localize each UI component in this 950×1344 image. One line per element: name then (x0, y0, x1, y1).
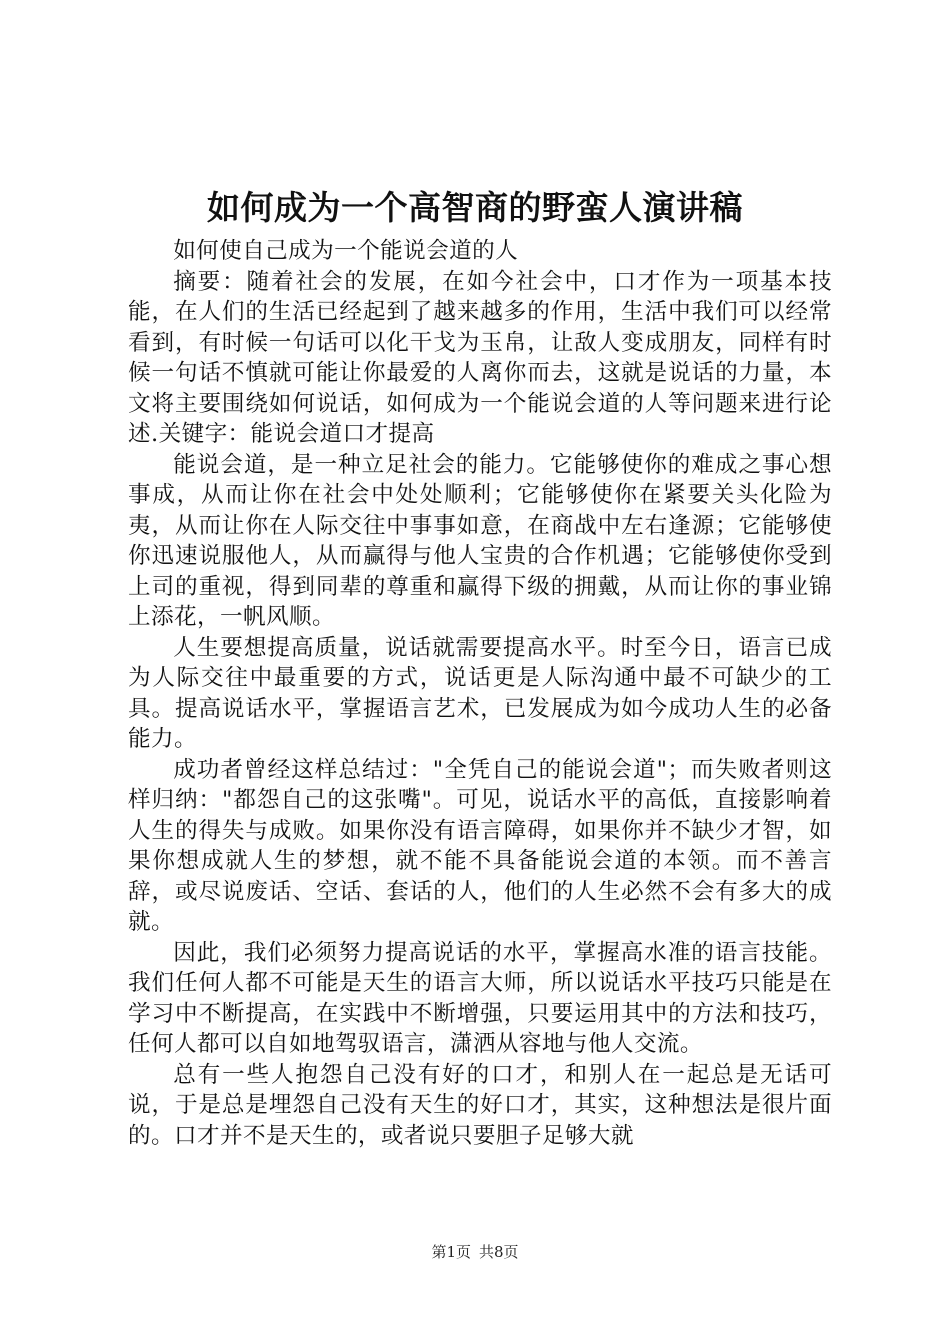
subtitle-paragraph: 如何使自己成为一个能说会道的人 (173, 238, 519, 264)
body-paragraph: 能说会道，是一种立足社会的能力。它能够使你的难成之事心想事成，从而让你在社会中处处顺利；它能够使你在紧要关头化险为夷，从而让你在人际交往中事事如意，在商战中左右逢源；它能够使你迅速说服他人，从而赢得与他人宝贵的合作机遇；它能够使你受到上司的重视，得到同辈的尊重和赢得下级的拥戴，从而让你的事业锦上添花，一帆风顺。 (128, 451, 832, 630)
body-paragraph: 人生要想提高质量，说话就需要提高水平。时至今日，语言已成为人际交往中最重要的方式，说话更是人际沟通中最不可缺少的工具。提高说话水平，掌握语言艺术，已发展成为如今成功人生的必备能力。 (128, 634, 832, 752)
page-number: 第1页 (431, 1243, 471, 1261)
page-total: 共8页 (479, 1243, 519, 1261)
page-footer (0, 1242, 950, 1262)
body-paragraph: 成功者曾经这样总结过："全凭自己的能说会道"；而失败者则这样归纳："都怨自己的这张嘴"。可见，说话水平的高低，直接影响着人生的得失与成败。如果你没有语言障碍，如果你并不缺少才智，如果你想成就人生的梦想，就不能不具备能说会道的本领。而不善言辞，或尽说废话、空话、套话的人，他们的人生必然不会有多大的成就。 (128, 756, 832, 935)
document-title: 如何成为一个高智商的野蛮人演讲稿 (207, 188, 743, 227)
document-body (128, 236, 832, 1151)
abstract-paragraph: 摘要：随着社会的发展，在如今社会中，口才作为一项基本技能，在人们的生活已经起到了越来越多的作用，生活中我们可以经常看到，有时候一句话可以化干戈为玉帛，让敌人变成朋友，同样有时候一句话不慎就可能让你最爱的人离你而去，这就是说话的力量，本文将主要围绕如何说话，如何成为一个能说会道的人等问题来进行论述.关键字：能说会道口才提高 (128, 268, 832, 447)
body-paragraph: 总有一些人抱怨自己没有好的口才，和别人在一起总是无话可说，于是总是埋怨自己没有天生的好口才，其实，这种想法是很片面的。口才并不是天生的，或者说只要胆子足够大就 (128, 1061, 832, 1149)
body-paragraph: 因此，我们必须努力提高说话的水平，掌握高水准的语言技能。我们任何人都不可能是天生的语言大师，所以说话水平技巧只能是在学习中不断提高，在实践中不断增强，只要运用其中的方法和技巧，任何人都可以自如地驾驭语言，潇洒从容地与他人交流。 (128, 939, 832, 1057)
